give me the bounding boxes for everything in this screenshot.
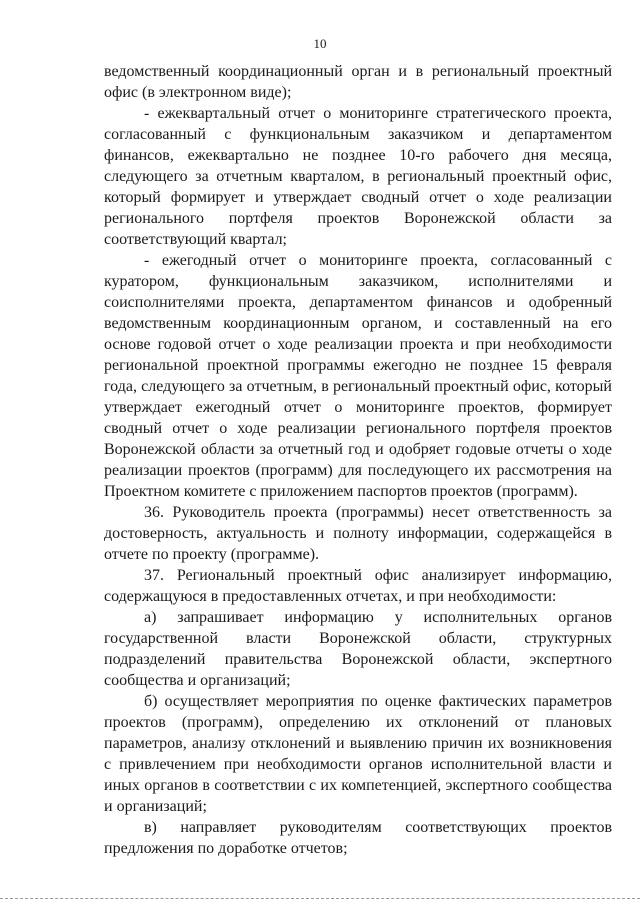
paragraph-quarterly-report: - ежеквартальный отчет о мониторинге стратегического проекта, согласованный с функциональным заказчиком и департаментом финансов, ежеквартально не позднее 10-го рабочего дня месяца, следующего за отчетным кварталом, в региональный проектный офис, который формирует и утверждает сводный отчет о ходе реализации регионального портфеля проектов Воронежской области за соответствующий квартал; — [104, 105, 612, 248]
paragraph-subitem-v: в) направляет руководителям соответствующих проектов предложения по доработке отчетов; — [104, 819, 612, 857]
paragraph-subitem-b: б) осуществляет мероприятия по оценке фактических параметров проектов (программ), определению их отклонений от плановых параметров, анализу отклонений и выявлению причин их возникновения с привлечением при необходимости органов исполнительной власти и иных органов в соответствии с их компетенцией, экспертного сообщества и организаций; — [104, 693, 612, 815]
paragraph-annual-report: - ежегодный отчет о мониторинге проекта, согласованный с куратором, функциональным заказчиком, исполнителями и соисполнителями проекта, департаментом финансов и одобренный ведомственным координационным органом, и составленный на его основе годовой отчет о ходе реализации проекта и при необходимости региональной проектной программы ежегодно не позднее 15 февраля года, следующего за отчетным, в региональный проектный офис, который утверждает ежегодный отчет о мониторинге проектов, формирует сводный отчет о ходе реализации регионального портфеля проектов Воронежской области за отчетный год и одобряет годовые отчеты о ходе реализации проектов (программ) для последующего их рассмотрения на Проектном комитете с приложением паспортов проектов (программ). — [104, 252, 612, 500]
paragraph-subitem-a: а) запрашивает информацию у исполнительных органов государственной власти Воронежской области, структурных подразделений правительства Воронежской области, экспертного сообщества и организаций; — [104, 609, 612, 689]
document-body — [104, 61, 612, 859]
paragraph-item-36: 36. Руководитель проекта (программы) несет ответственность за достоверность, актуальность и полноту информации, содержащейся в отчете по проекту (программе). — [104, 504, 612, 563]
bottom-divider — [0, 898, 640, 899]
paragraph-continuation: ведомственный координационный орган и в региональный проектный офис (в электронном виде); — [104, 63, 612, 101]
paragraph-item-37: 37. Региональный проектный офис анализирует информацию, содержащуюся в предоставленных отчетах, и при необходимости: — [104, 567, 612, 605]
page-number: 10 — [313, 36, 327, 51]
